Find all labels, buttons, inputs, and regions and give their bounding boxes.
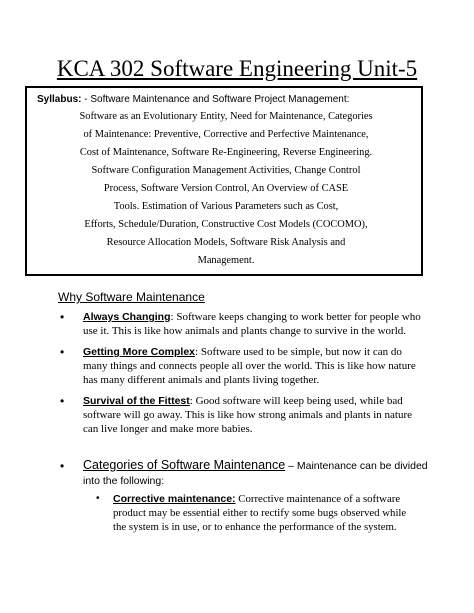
item-term: Always Changing (83, 311, 171, 323)
list-item-line (83, 345, 402, 359)
item-text: : Software keeps changing to work better for people who (170, 311, 421, 323)
syllabus-line: Cost of Maintenance, Software Re-Engineering, Reverse Engineering. (79, 147, 373, 158)
item-text: – Maintenance can be divided (285, 460, 428, 472)
syllabus-line: Management. (197, 255, 255, 266)
bullet-icon: • (60, 394, 65, 408)
syllabus-box (25, 86, 423, 276)
list-item-line: into the following: (83, 475, 165, 487)
item-text: : Software used to be simple, but now it can do (195, 346, 402, 358)
bullet-icon: • (60, 459, 65, 473)
item-term: Getting More Complex (83, 346, 196, 358)
sub-item-line (113, 492, 400, 506)
sub-item-term: Corrective maintenance: (113, 493, 236, 505)
list-item-line: many things and connects people all over the world. This is like how nature (83, 360, 416, 372)
list-item-line (83, 310, 421, 324)
bullet-icon: • (60, 345, 65, 359)
syllabus-line: of Maintenance: Preventive, Corrective and Perfective Maintenance, (83, 129, 369, 140)
syllabus-line: Resource Allocation Models, Software Risk Analysis and (106, 237, 346, 248)
sub-bullet-icon: • (96, 493, 100, 504)
syllabus-line: Software as an Evolutionary Entity, Need for Maintenance, Categories (79, 111, 373, 122)
section-title: Why Software Maintenance (58, 290, 205, 304)
item-term: Survival of the Fittest (83, 395, 190, 407)
list-item-line: has many different animals and plants living together. (83, 374, 320, 386)
sub-item-line: the system is in use, or to enhance the performance of the system. (113, 521, 397, 533)
bullet-icon: • (60, 310, 65, 324)
page-title: KCA 302 Software Engineering Unit-5 (56, 56, 418, 81)
sub-item-text: Corrective maintenance of a software (235, 493, 401, 505)
syllabus-intro: - Software Maintenance and Software Project Management: (81, 94, 350, 105)
sub-item-line: product may be essential either to rectify some bugs observed while (113, 507, 407, 519)
list-item-line (83, 458, 428, 473)
item-term: Categories of Software Maintenance (83, 458, 286, 472)
syllabus-heading: Syllabus: (37, 94, 82, 105)
list-item-line (83, 394, 403, 408)
syllabus-line: Software Configuration Management Activities, Change Control (91, 165, 361, 176)
syllabus-line: Efforts, Schedule/Duration, Constructive Cost Models (COCOMO), (84, 219, 368, 230)
syllabus-line: Process, Software Version Control, An Overview of CASE (103, 183, 349, 194)
syllabus-first-line (37, 93, 349, 106)
list-item-line: use it. This is like how animals and plants change to survive in the world. (83, 325, 407, 337)
syllabus-line: Tools. Estimation of Various Parameters such as Cost, (113, 201, 339, 212)
list-item-line: can live longer and make more babies. (83, 423, 253, 435)
item-text: : Good software will keep being used, while bad (189, 395, 403, 407)
list-item-line: software will go away. This is like how strong animals and plants in nature (83, 409, 413, 421)
